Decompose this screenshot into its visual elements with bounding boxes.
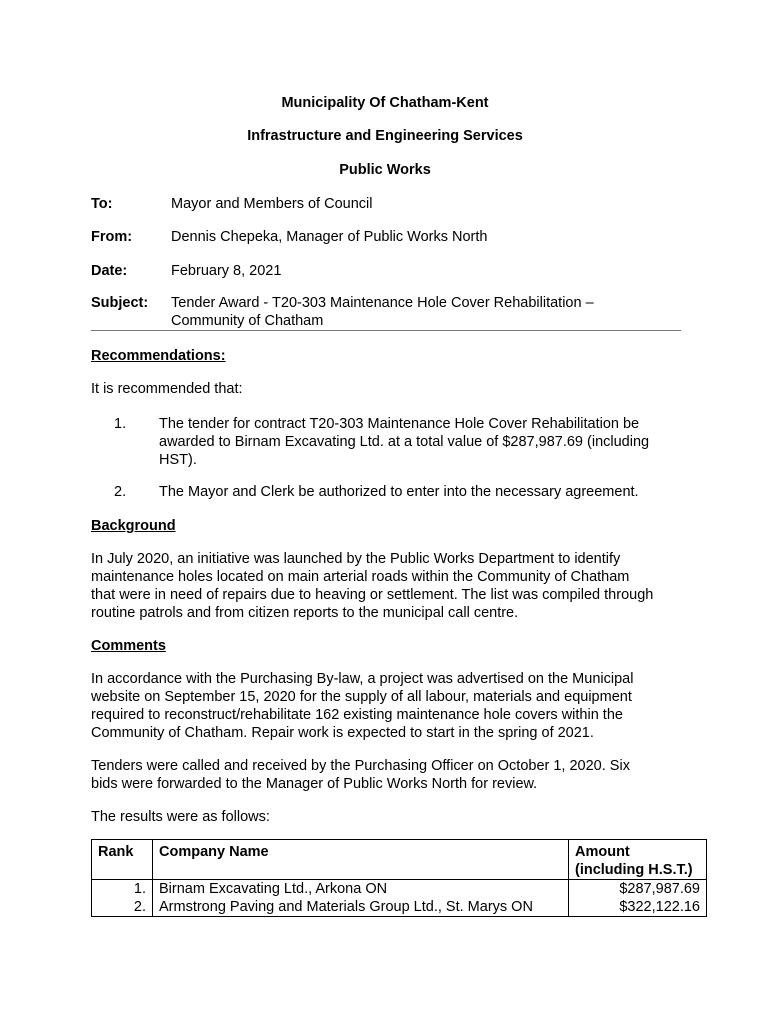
company-cell: Birnam Excavating Ltd., Arkona ON [153,880,569,899]
column-header-amount-line-1: Amount [575,844,630,860]
amount-cell: $322,122.16 [569,898,707,917]
header-divider [91,330,681,331]
from-value: Dennis Chepeka, Manager of Public Works North [171,229,488,245]
comments-paragraph-1-line: required to reconstruct/rehabilitate 162 existing maintenance hole covers within the [91,707,623,723]
background-line: routine patrols and from citizen reports to the municipal call centre. [91,605,519,621]
department-title: Infrastructure and Engineering Services [247,128,523,144]
background-heading: Background [91,518,176,534]
subject-value-line-1: Tender Award - T20-303 Maintenance Hole Cover Rehabilitation – [171,295,594,311]
comments-paragraph-2-line: bids were forwarded to the Manager of Public Works North for review. [91,776,538,792]
to-value: Mayor and Members of Council [171,196,373,212]
comments-paragraph-1-line: website on September 15, 2020 for the supply of all labour, materials and equipment [91,689,632,705]
rank-cell: 1. [92,880,153,899]
division-title: Public Works [339,162,431,178]
date-label: Date: [91,263,128,279]
recommendation-1-line-2: awarded to Birnam Excavating Ltd. at a total value of $287,987.69 (including [159,434,650,450]
date-value: February 8, 2021 [171,263,282,279]
column-header-rank: Rank [92,840,153,880]
recommendation-1-line-1: The tender for contract T20-303 Maintenance Hole Cover Rehabilitation be [159,416,640,432]
tender-results-table [91,839,707,917]
from-label: From: [91,229,133,245]
column-header-amount [569,840,707,880]
recommendations-intro: It is recommended that: [91,381,243,397]
comments-paragraph-2-line: Tenders were called and received by the Purchasing Officer on October 1, 2020. Six [91,758,630,774]
document-title: Municipality Of Chatham-Kent [281,95,489,111]
table-header-row [92,840,707,880]
comments-heading: Comments [91,638,166,654]
table-row [92,898,707,917]
comments-paragraph-1-line: In accordance with the Purchasing By-law, a project was advertised on the Municipal [91,671,634,687]
company-cell: Armstrong Paving and Materials Group Ltd., St. Marys ON [153,898,569,917]
background-line: maintenance holes located on main arterial roads within the Community of Chatham [91,569,630,585]
rank-cell: 2. [92,898,153,917]
to-label: To: [91,196,113,212]
recommendation-2-line-1: The Mayor and Clerk be authorized to enter into the necessary agreement. [159,484,639,500]
recommendation-number: 1. [114,416,127,432]
recommendations-heading: Recommendations: [91,348,226,364]
background-line: that were in need of repairs due to heaving or settlement. The list was compiled through [91,587,654,603]
background-line: In July 2020, an initiative was launched by the Public Works Department to identify [91,551,621,567]
column-header-amount-line-2: (including H.S.T.) [575,862,693,878]
subject-value-line-2: Community of Chatham [171,313,324,329]
comments-paragraph-3: The results were as follows: [91,809,270,825]
column-header-company: Company Name [153,840,569,880]
recommendation-1-line-3: HST). [159,452,197,468]
recommendation-number: 2. [114,484,127,500]
comments-paragraph-1-line: Community of Chatham. Repair work is expected to start in the spring of 2021. [91,725,594,741]
subject-label: Subject: [91,295,149,311]
amount-cell: $287,987.69 [569,880,707,899]
table-row [92,880,707,899]
